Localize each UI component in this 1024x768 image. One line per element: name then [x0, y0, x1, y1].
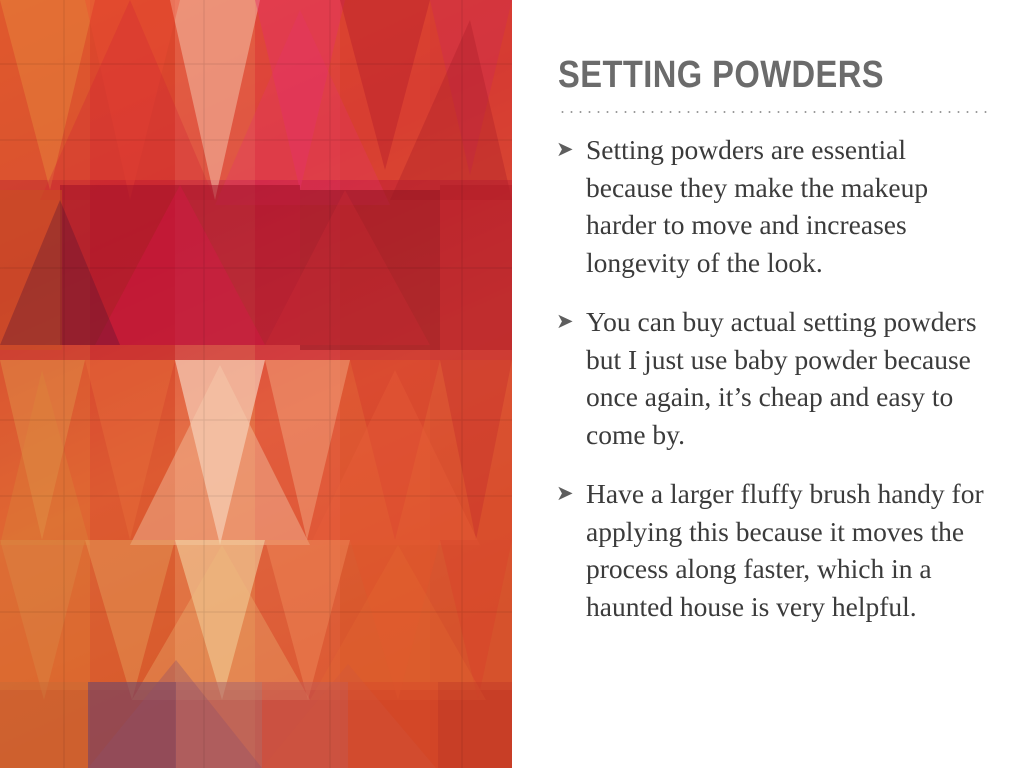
- list-item-text: You can buy actual setting powders but I just use baby powder because once again, it’s cheap and easy to come by.: [586, 306, 977, 450]
- arrow-bullet-icon: ➤: [556, 137, 574, 161]
- list-item-text: Setting powders are essential because they make the makeup harder to move and increases longevity of the look.: [586, 134, 929, 278]
- title-divider: [558, 111, 988, 113]
- list-item: [556, 475, 988, 625]
- content-panel: [512, 0, 1024, 768]
- arrow-bullet-icon: ➤: [556, 309, 574, 333]
- list-item: [556, 131, 988, 281]
- bullet-list: [556, 131, 988, 625]
- list-item: [556, 303, 988, 453]
- list-item-text: Have a larger fluffy brush handy for applying this because it moves the process along faster, which in a haunted house is very helpful.: [586, 478, 984, 622]
- page-title: SETTING POWDERS: [558, 54, 885, 96]
- arrow-bullet-icon: ➤: [556, 481, 574, 505]
